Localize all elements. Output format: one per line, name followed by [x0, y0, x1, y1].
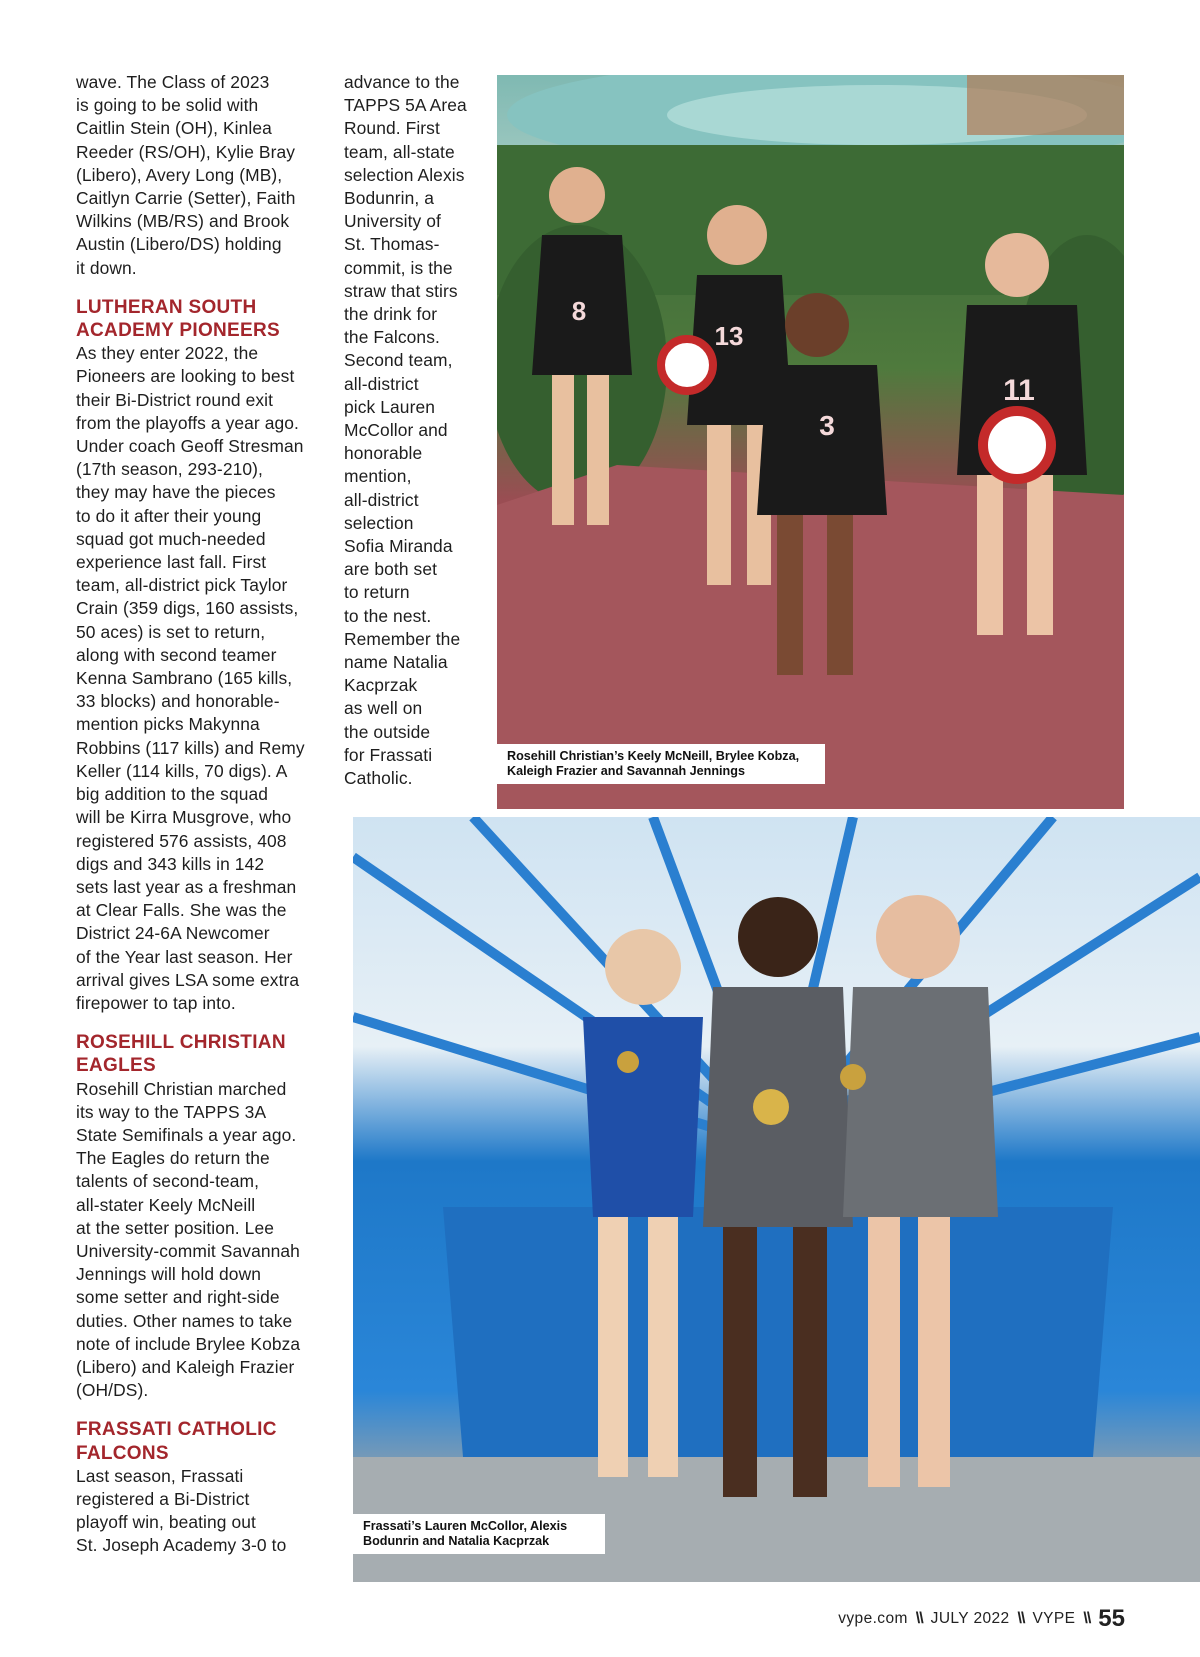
jersey-number: 3 — [819, 410, 835, 441]
jersey-number: 11 — [1003, 374, 1035, 407]
volleyball-icon — [983, 411, 1051, 479]
frassati-continued-paragraph: advance to the TAPPS 5A Area Round. First team, all-state selection Alexis Bodunrin, a University of St. Thomas- commit, is the straw that stirs the drink for the Falcons. Second team, all-district pick Lauren McCollor and honorable mention, all-district selection Sofia Miranda are both set to return to the nest. Remember the name Natalia Kacprzak as well on the outside for Frassati Catholic. — [344, 72, 467, 789]
footer-brand: VYPE — [1032, 1610, 1076, 1627]
rosehill-paragraph: Rosehill Christian marched its way to the TAPPS 3A State Semifinals a year ago. The Eagles do return the talents of second-team, all-stater Keely McNeill at the setter position. Lee University-commit Savannah Jennings will hold down some setter and right-side duties. Other names to take note of include Brylee Kobza (Libero) and Kaleigh Frazier (OH/DS). — [76, 1078, 301, 1401]
footer-separator: \\ — [1017, 1610, 1025, 1627]
article-column-1 — [76, 71, 330, 1558]
rosehill-photo-illustration — [497, 75, 1124, 809]
medal-icon — [840, 1064, 866, 1090]
footer-separator: \\ — [915, 1610, 923, 1627]
article-column-2 — [344, 71, 494, 790]
frassati-paragraph: Last season, Frassati registered a Bi-District playoff win, beating out St. Joseph Academy 3-0 to — [76, 1465, 287, 1556]
page-number: 55 — [1098, 1605, 1125, 1632]
medal-icon — [753, 1089, 789, 1125]
section-heading-frassati: FRASSATI CATHOLIC FALCONS — [76, 1419, 277, 1464]
volleyball-icon — [661, 339, 713, 391]
footer-issue-date: JULY 2022 — [930, 1610, 1010, 1627]
jersey-number: 13 — [714, 321, 744, 351]
rosehill-photo-caption: Rosehill Christian’s Keely McNeill, Brylee Kobza, Kaleigh Frazier and Savannah Jennings — [497, 744, 825, 784]
footer-separator: \\ — [1083, 1610, 1091, 1627]
intro-paragraph: wave. The Class of 2023 is going to be solid with Caitlin Stein (OH), Kinlea Reeder (RS/OH), Kylie Bray (Libero), Avery Long (MB), Caitlyn Carrie (Setter), Faith Wilkins (MB/RS) and Brook Austin (Libero/DS) holding it down. — [76, 72, 296, 278]
lutheran-south-paragraph: As they enter 2022, the Pioneers are looking to best their Bi-District round exit from the playoffs a year ago. Under coach Geoff Stresman (17th season, 293-210), they may have the pieces to do it after their young squad got much-needed experience last fall. First team, all-district pick Taylor Crain (359 digs, 160 assists, 50 aces) is set to return, along with second teamer Kenna Sambrano (165 kills, 33 blocks) and honorable- mention picks Makynna Robbins (117 kills) and Remy Keller (114 kills, 70 digs). A big addition to the squad will be Kirra Musgrove, who registered 576 assists, 408 digs and 343 kills in 142 sets last year as a freshman at Clear Falls. She was the District 24-6A Newcomer of the Year last season. Her arrival gives LSA some extra firepower to tap into. — [76, 343, 305, 1013]
footer-site: vype.com — [838, 1610, 908, 1627]
section-heading-rosehill: ROSEHILL CHRISTIAN EAGLES — [76, 1032, 286, 1077]
frassati-photo-illustration — [353, 817, 1200, 1582]
rosehill-team-photo — [497, 75, 1124, 809]
frassati-photo-caption: Frassati’s Lauren McCollor, Alexis Bodunrin and Natalia Kacprzak — [353, 1514, 605, 1554]
section-heading-lutheran-south: LUTHERAN SOUTH ACADEMY PIONEERS — [76, 296, 280, 342]
frassati-team-photo — [353, 817, 1200, 1582]
page-footer — [838, 1606, 1125, 1632]
medal-icon — [617, 1051, 639, 1073]
jersey-number: 8 — [571, 296, 587, 326]
